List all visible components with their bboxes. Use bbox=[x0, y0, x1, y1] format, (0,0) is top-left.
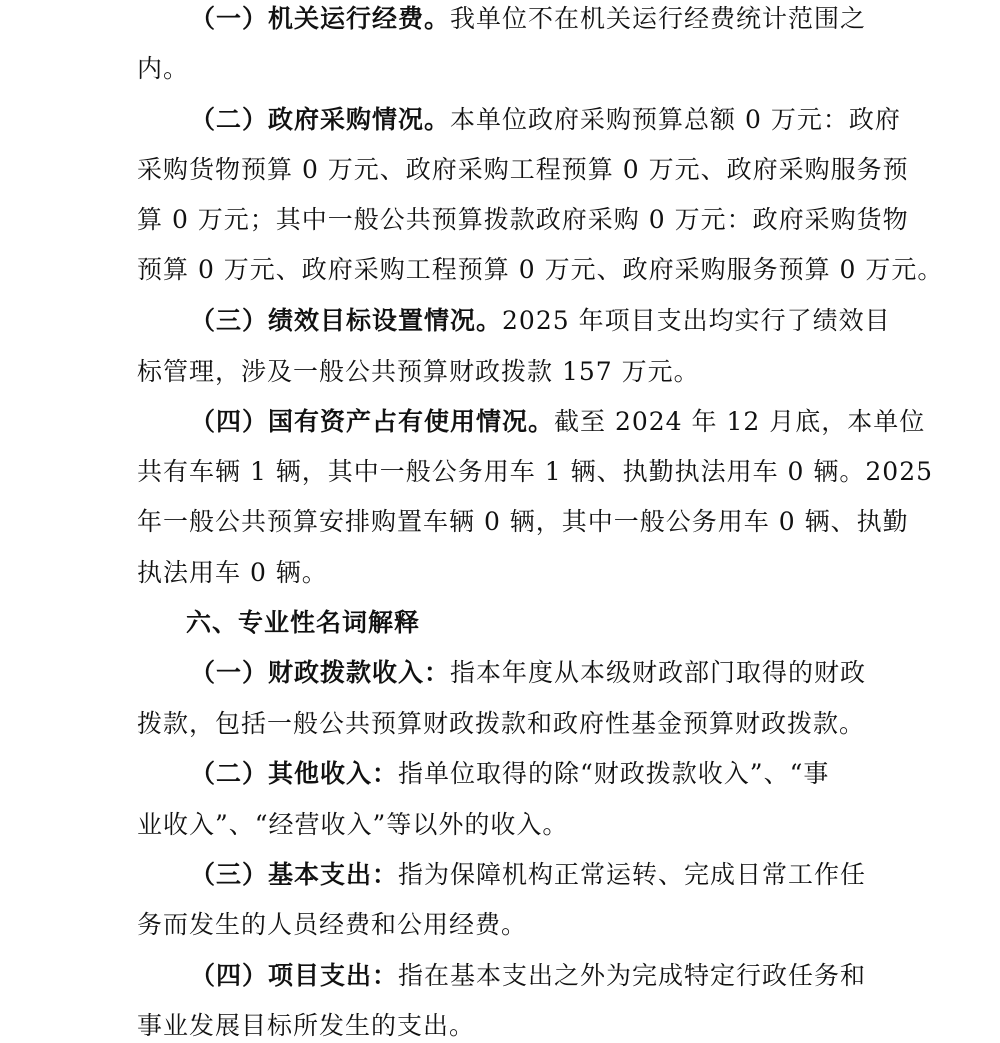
paragraph-line: 拨款，包括一般公共预算财政拨款和政府性基金预算财政拨款。 bbox=[137, 709, 866, 738]
paragraph-text: 本单位政府采购预算总额 0 万元：政府 bbox=[450, 105, 901, 134]
paragraph-lead: （三）绩效目标设置情况。 bbox=[190, 306, 503, 335]
paragraph-line bbox=[190, 858, 940, 892]
paragraph-text: 指单位取得的除“财政拨款收入”、“事 bbox=[398, 759, 830, 788]
paragraph-line bbox=[190, 2, 940, 36]
paragraph-line: 内。 bbox=[137, 54, 190, 83]
paragraph-text: 指在基本支出之外为完成特定行政任务和 bbox=[398, 961, 867, 990]
section-heading: 六、专业性名词解释 bbox=[186, 608, 421, 637]
paragraph-text: 截至 2024 年 12 月底，本单位 bbox=[554, 407, 926, 436]
paragraph-line: 务而发生的人员经费和公用经费。 bbox=[137, 910, 528, 939]
paragraph-line: 预算 0 万元、政府采购工程预算 0 万元、政府采购服务预算 0 万元。 bbox=[137, 255, 944, 284]
paragraph-lead: （三）基本支出： bbox=[190, 860, 399, 889]
paragraph-line: 年一般公共预算安排购置车辆 0 辆，其中一般公务用车 0 辆、执勤 bbox=[137, 507, 909, 536]
paragraph-line: 采购货物预算 0 万元、政府采购工程预算 0 万元、政府采购服务预 bbox=[137, 155, 909, 184]
paragraph-lead: （一）财政拨款收入： bbox=[190, 658, 451, 687]
paragraph-line bbox=[190, 103, 940, 137]
paragraph-line bbox=[190, 304, 940, 338]
paragraph-text: 我单位不在机关运行经费统计范围之 bbox=[450, 4, 867, 33]
paragraph-line: 事业发展目标所发生的支出。 bbox=[137, 1011, 476, 1040]
paragraph-line bbox=[190, 959, 940, 993]
paragraph-text: 指为保障机构正常运转、完成日常工作任 bbox=[398, 860, 867, 889]
paragraph-line: 共有车辆 1 辆，其中一般公务用车 1 辆、执勤执法用车 0 辆。2025 bbox=[137, 457, 934, 486]
paragraph-lead: （四）国有资产占有使用情况。 bbox=[190, 407, 555, 436]
paragraph-lead: （四）项目支出： bbox=[190, 961, 399, 990]
paragraph-line bbox=[190, 656, 940, 690]
paragraph-text: 指本年度从本级财政部门取得的财政 bbox=[450, 658, 867, 687]
paragraph-lead: （二）其他收入： bbox=[190, 759, 399, 788]
paragraph-lead: （一）机关运行经费。 bbox=[190, 4, 451, 33]
paragraph-line bbox=[190, 405, 940, 439]
paragraph-lead: （二）政府采购情况。 bbox=[190, 105, 451, 134]
paragraph-line: 算 0 万元；其中一般公共预算拨款政府采购 0 万元：政府采购货物 bbox=[137, 205, 909, 234]
paragraph-line: 执法用车 0 辆。 bbox=[137, 558, 328, 587]
paragraph-line: 标管理，涉及一般公共预算财政拨款 157 万元。 bbox=[137, 357, 700, 386]
paragraph-line bbox=[190, 757, 940, 791]
paragraph-line: 业收入”、“经营收入”等以外的收入。 bbox=[137, 810, 569, 839]
paragraph-text: 2025 年项目支出均实行了绩效目 bbox=[502, 306, 891, 335]
